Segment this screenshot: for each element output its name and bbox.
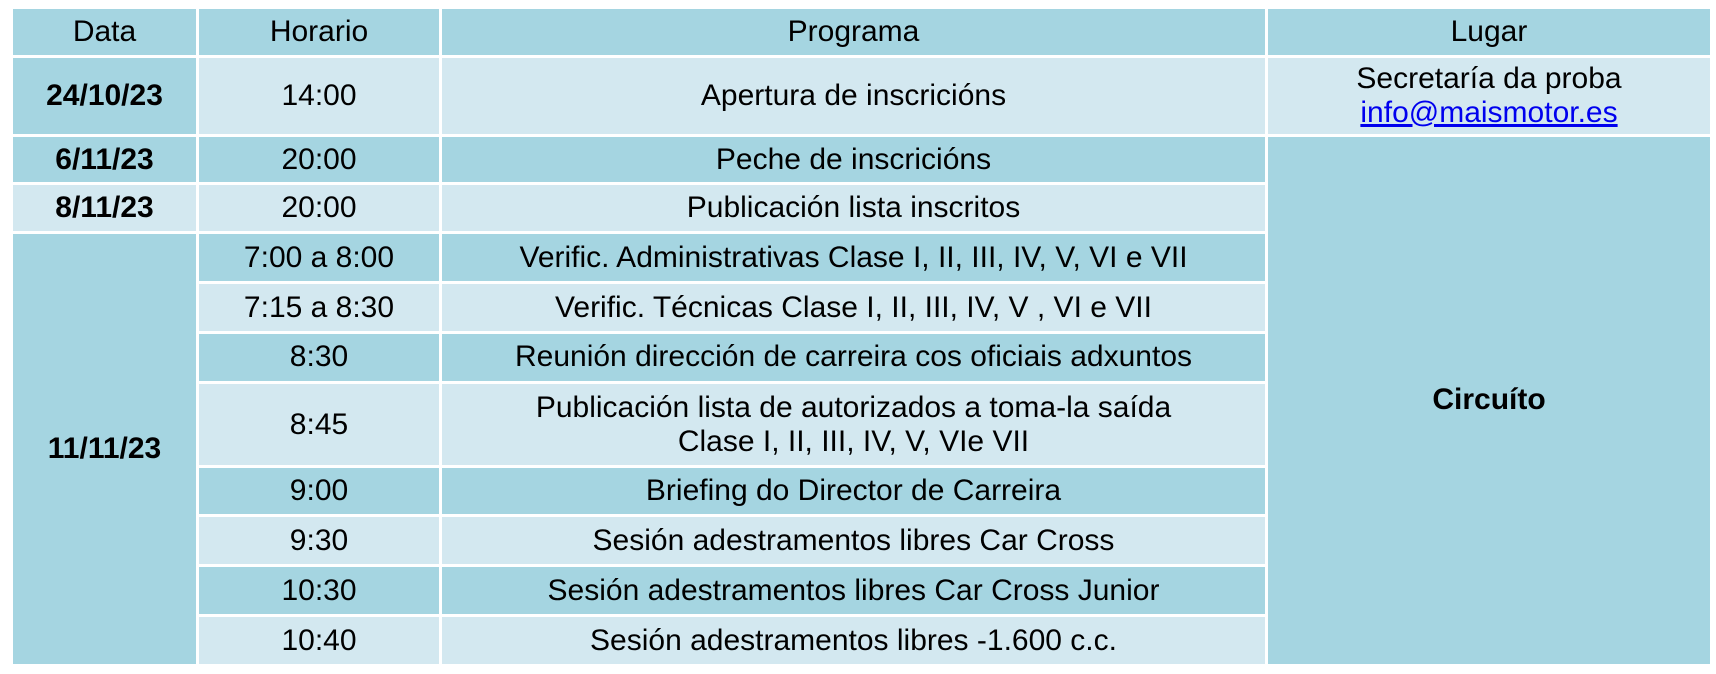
program-cell: Reunión dirección de carreira cos oficiais adxuntos (442, 334, 1265, 381)
header-row (13, 9, 1710, 55)
header-program: Programa (442, 9, 1265, 55)
program-cell: Peche de inscricións (442, 137, 1265, 183)
time-cell: 20:00 (199, 137, 439, 183)
time-cell: 14:00 (199, 58, 439, 134)
program-cell: Publicación lista inscritos (442, 185, 1265, 231)
place-text: Secretaría da proba (1356, 61, 1622, 95)
place-circuit-cell: Circuíto (1268, 137, 1710, 664)
table-row (13, 137, 1710, 183)
table-row (13, 58, 1710, 134)
program-cell: Sesión adestramentos libres Car Cross (442, 517, 1265, 564)
program-cell: Sesión adestramentos libres -1.600 c.c. (442, 617, 1265, 664)
email-link[interactable]: info@maismotor.es (1360, 95, 1618, 129)
header-date: Data (13, 9, 196, 55)
schedule-table (10, 6, 1713, 667)
place-cell (1268, 58, 1710, 134)
program-cell: Apertura de inscricións (442, 58, 1265, 134)
program-cell: Verific. Técnicas Clase I, II, III, IV, V , VI e VII (442, 284, 1265, 331)
time-cell: 9:00 (199, 468, 439, 514)
time-cell: 7:15 a 8:30 (199, 284, 439, 331)
time-cell: 10:30 (199, 567, 439, 614)
program-line-2: Clase I, II, III, IV, V, VIe VII (677, 424, 1030, 458)
time-cell: 10:40 (199, 617, 439, 664)
date-cell: 6/11/23 (13, 137, 196, 183)
program-cell: Verific. Administrativas Clase I, II, III, IV, V, VI e VII (442, 234, 1265, 281)
time-cell: 9:30 (199, 517, 439, 564)
date-cell: 11/11/23 (13, 234, 196, 664)
date-cell: 8/11/23 (13, 185, 196, 231)
program-line-1: Publicación lista de autorizados a toma-la saída (535, 390, 1172, 424)
header-place: Lugar (1268, 9, 1710, 55)
program-cell: Briefing do Director de Carreira (442, 468, 1265, 514)
time-cell: 20:00 (199, 185, 439, 231)
header-time: Horario (199, 9, 439, 55)
program-cell (442, 384, 1265, 466)
time-cell: 8:45 (199, 384, 439, 466)
program-cell: Sesión adestramentos libres Car Cross Junior (442, 567, 1265, 614)
time-cell: 8:30 (199, 334, 439, 381)
date-cell: 24/10/23 (13, 58, 196, 134)
time-cell: 7:00 a 8:00 (199, 234, 439, 281)
